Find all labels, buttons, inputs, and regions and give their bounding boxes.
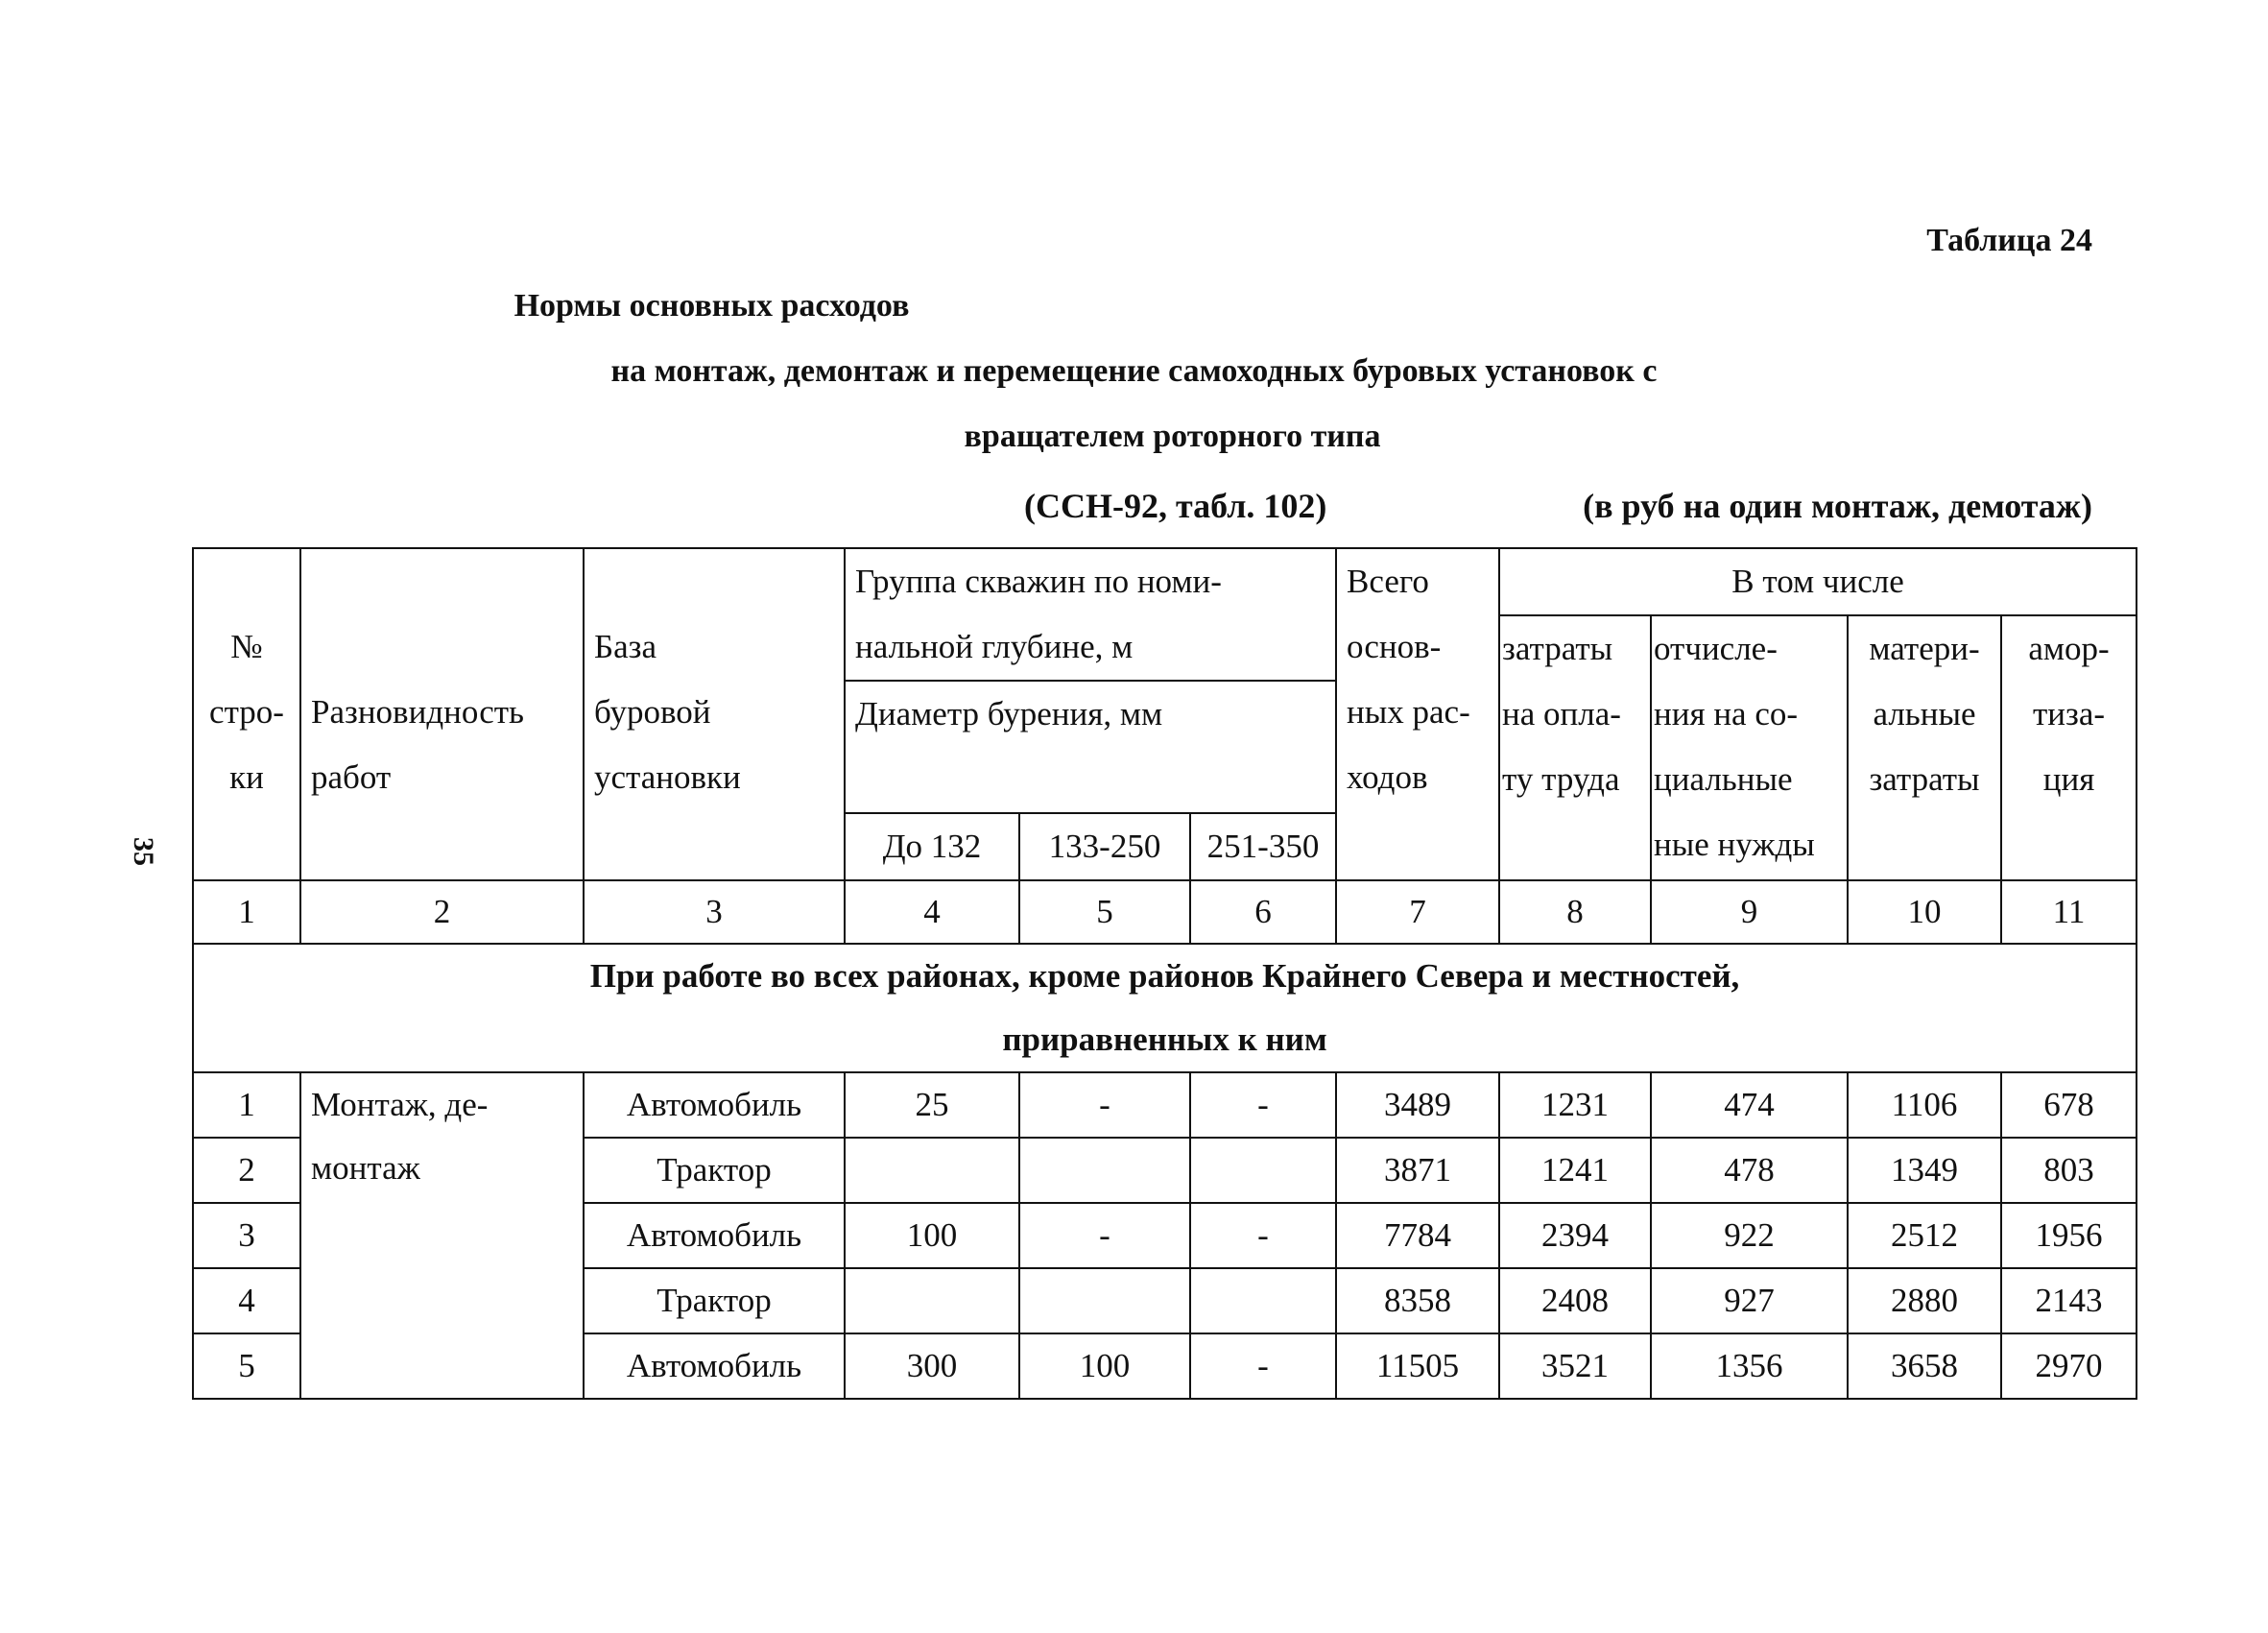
cell-total: 3871 — [1336, 1138, 1499, 1203]
norms-table — [192, 547, 2137, 1400]
section-heading — [193, 944, 2137, 1072]
cell-amort: 678 — [2001, 1072, 2137, 1138]
section-heading-line: приравненных к ним — [1002, 1021, 1327, 1058]
column-number: 4 — [845, 880, 1019, 944]
header-base-line: База — [594, 628, 657, 665]
cell-labor: 1231 — [1499, 1072, 1651, 1138]
header-total — [1336, 548, 1499, 880]
column-number: 7 — [1336, 880, 1499, 944]
cell-social: 927 — [1651, 1268, 1848, 1333]
column-numbers-row — [193, 880, 2137, 944]
cell-d2 — [1019, 1268, 1190, 1333]
cell-materials: 3658 — [1848, 1333, 2001, 1399]
header-social-line: ния на со- — [1654, 695, 1799, 732]
cell-no: 5 — [193, 1333, 300, 1399]
cell-base: Автомобиль — [584, 1203, 845, 1268]
cell-d2: - — [1019, 1072, 1190, 1138]
header-materials-line: матери- — [1869, 630, 1980, 667]
cell-base: Автомобиль — [584, 1333, 845, 1399]
column-number: 2 — [300, 880, 584, 944]
header-total-line: основ- — [1347, 628, 1442, 665]
cell-labor: 2408 — [1499, 1268, 1651, 1333]
cell-d3 — [1190, 1268, 1336, 1333]
header-work-type-text: Разновидность работ — [311, 693, 525, 796]
cell-amort: 2970 — [2001, 1333, 2137, 1399]
cell-labor: 2394 — [1499, 1203, 1651, 1268]
header-diameter-2: 133-250 — [1019, 813, 1190, 880]
header-materials-line: альные — [1873, 695, 1976, 732]
header-row-number — [193, 548, 300, 880]
cell-d3: - — [1190, 1333, 1336, 1399]
header-depth-group — [845, 548, 1336, 681]
cell-d3 — [1190, 1138, 1336, 1203]
cell-materials: 1349 — [1848, 1138, 2001, 1203]
header-social — [1651, 615, 1848, 880]
cell-base: Трактор — [584, 1138, 845, 1203]
cell-d3: - — [1190, 1203, 1336, 1268]
header-total-line: ходов — [1347, 758, 1428, 796]
cell-d1: 300 — [845, 1333, 1019, 1399]
header-base — [584, 548, 845, 880]
header-social-line: циальные — [1654, 760, 1793, 798]
cell-base: Автомобиль — [584, 1072, 845, 1138]
cell-d3: - — [1190, 1072, 1336, 1138]
header-diameter — [845, 681, 1336, 813]
column-number: 6 — [1190, 880, 1336, 944]
header-total-line: Всего — [1347, 563, 1429, 600]
cell-total: 3489 — [1336, 1072, 1499, 1138]
cell-social: 1356 — [1651, 1333, 1848, 1399]
header-row-number-line: стро- — [209, 693, 284, 731]
header-diameter-3: 251-350 — [1190, 813, 1336, 880]
cell-no: 3 — [193, 1203, 300, 1268]
header-amortization-line: ция — [2042, 760, 2095, 798]
cell-no: 2 — [193, 1138, 300, 1203]
column-number: 9 — [1651, 880, 1848, 944]
title-line-2: на монтаж, демонтаж и перемещение самоходных буровых установок с — [610, 353, 1658, 389]
column-number: 10 — [1848, 880, 2001, 944]
table-label: Таблица 24 — [1926, 223, 2092, 258]
header-depth-group-line: нальной глубине, м — [855, 628, 1134, 665]
header-labor-line: на опла- — [1502, 695, 1621, 732]
cell-amort: 1956 — [2001, 1203, 2137, 1268]
header-materials — [1848, 615, 2001, 880]
cell-materials: 2880 — [1848, 1268, 2001, 1333]
header-row-1 — [193, 548, 2137, 615]
cell-no: 4 — [193, 1268, 300, 1333]
cell-total: 7784 — [1336, 1203, 1499, 1268]
units-note: (в руб на один монтаж, демотаж) — [1583, 487, 2092, 525]
section-heading-line: При работе во всех районах, кроме районов Крайнего Севера и местностей, — [589, 957, 1740, 995]
page-number: 35 — [128, 837, 159, 866]
column-number: 11 — [2001, 880, 2137, 944]
cell-social: 922 — [1651, 1203, 1848, 1268]
header-amortization — [2001, 615, 2137, 880]
cell-d2: - — [1019, 1203, 1190, 1268]
header-diameter-text: Диаметр бурения, мм — [855, 695, 1163, 732]
column-number: 1 — [193, 880, 300, 944]
cell-base: Трактор — [584, 1268, 845, 1333]
source-reference: (ССН-92, табл. 102) — [1024, 487, 1327, 525]
header-labor-line: затраты — [1502, 630, 1613, 667]
cell-d2: 100 — [1019, 1333, 1190, 1399]
header-base-line: буровой — [594, 693, 711, 731]
title-line-1: Нормы основных расходов — [513, 288, 910, 324]
cell-d2 — [1019, 1138, 1190, 1203]
cell-d1: 100 — [845, 1203, 1019, 1268]
column-number: 5 — [1019, 880, 1190, 944]
cell-amort: 2143 — [2001, 1268, 2137, 1333]
cell-materials: 1106 — [1848, 1072, 2001, 1138]
header-social-line: ные нужды — [1654, 826, 1815, 863]
cell-labor: 3521 — [1499, 1333, 1651, 1399]
column-number: 3 — [584, 880, 845, 944]
cell-total: 11505 — [1336, 1333, 1499, 1399]
cell-d1: 25 — [845, 1072, 1019, 1138]
header-social-line: отчисле- — [1654, 630, 1778, 667]
header-materials-line: затраты — [1869, 760, 1980, 798]
cell-d1 — [845, 1268, 1019, 1333]
header-row-number-line: № — [230, 628, 263, 665]
cell-d1 — [845, 1138, 1019, 1203]
column-number: 8 — [1499, 880, 1651, 944]
cell-social: 478 — [1651, 1138, 1848, 1203]
header-labor — [1499, 615, 1651, 880]
header-including: В том числе — [1499, 548, 2137, 615]
cell-work-type — [300, 1072, 584, 1399]
header-base-line: установки — [594, 758, 741, 796]
section-row — [193, 944, 2137, 1072]
cell-work-type-line: монтаж — [311, 1149, 420, 1187]
header-work-type — [300, 548, 584, 880]
header-total-line: ных рас- — [1347, 693, 1470, 731]
header-depth-group-line: Группа скважин по номи- — [855, 563, 1222, 600]
header-amortization-line: тиза- — [2033, 695, 2106, 732]
cell-materials: 2512 — [1848, 1203, 2001, 1268]
cell-social: 474 — [1651, 1072, 1848, 1138]
cell-total: 8358 — [1336, 1268, 1499, 1333]
title-line-3: вращателем роторного типа — [964, 419, 1381, 454]
cell-labor: 1241 — [1499, 1138, 1651, 1203]
header-amortization-line: амор- — [2028, 630, 2110, 667]
cell-amort: 803 — [2001, 1138, 2137, 1203]
header-labor-line: ту труда — [1502, 760, 1620, 798]
cell-no: 1 — [193, 1072, 300, 1138]
header-diameter-1: До 132 — [845, 813, 1019, 880]
header-row-number-line: ки — [229, 758, 264, 796]
cell-work-type-line: Монтаж, де- — [311, 1086, 489, 1123]
table-row — [193, 1072, 2137, 1138]
